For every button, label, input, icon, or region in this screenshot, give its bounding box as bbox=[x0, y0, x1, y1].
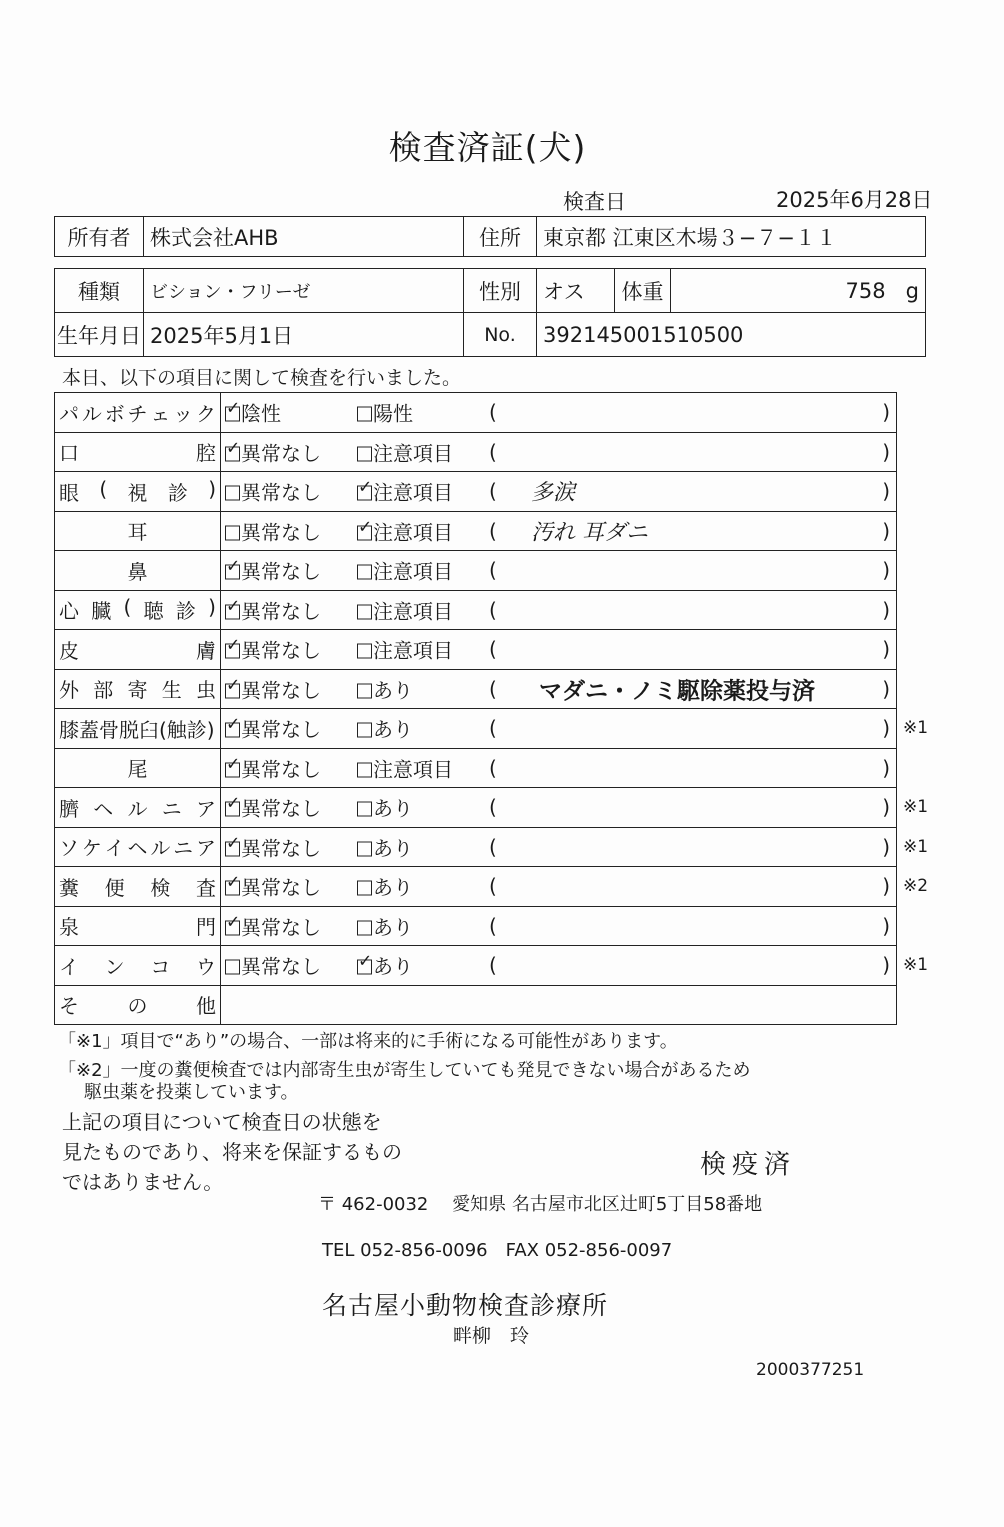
checkbox-icon[interactable] bbox=[357, 446, 372, 461]
option-abnormal[interactable] bbox=[357, 516, 453, 545]
label-char: そ bbox=[59, 994, 79, 1019]
other-item bbox=[55, 985, 221, 1025]
option-label: 注意項目 bbox=[373, 559, 453, 584]
inspection-date-label: 検査日 bbox=[563, 190, 626, 214]
label-char: 診 bbox=[175, 599, 196, 624]
reference-mark: ※1 bbox=[903, 797, 929, 817]
breed-value: ビション・フリーゼ bbox=[144, 269, 464, 313]
label-char: 口 bbox=[59, 441, 79, 466]
check-row bbox=[55, 472, 897, 512]
owner-value: 株式会社AHB bbox=[144, 217, 464, 257]
check-item-label bbox=[59, 556, 216, 585]
check-item bbox=[55, 946, 221, 986]
label-char: ェ bbox=[150, 401, 171, 426]
open-paren: ( bbox=[489, 874, 497, 899]
option-abnormal[interactable] bbox=[357, 398, 413, 427]
check-row bbox=[55, 551, 897, 591]
option-abnormal[interactable] bbox=[357, 595, 453, 624]
checkbox-icon[interactable] bbox=[225, 644, 240, 659]
label-char: ニ bbox=[161, 796, 182, 821]
option-label: 異常なし bbox=[241, 757, 321, 782]
option-abnormal[interactable] bbox=[357, 911, 413, 940]
close-paren: ) bbox=[882, 755, 890, 780]
check-item bbox=[55, 432, 221, 472]
option-label: 異常なし bbox=[241, 559, 321, 584]
close-paren: ) bbox=[882, 874, 890, 899]
label-char: 聴 bbox=[143, 599, 164, 624]
option-abnormal[interactable] bbox=[357, 556, 453, 585]
close-paren: ) bbox=[882, 953, 890, 978]
owner-label: 所有者 bbox=[55, 217, 144, 257]
label-char: 糞 bbox=[59, 875, 79, 900]
open-paren: ( bbox=[489, 676, 497, 701]
checkbox-icon[interactable] bbox=[225, 960, 240, 975]
check-item bbox=[55, 788, 221, 828]
label-char: パ bbox=[59, 401, 79, 426]
label-char: 心 bbox=[59, 599, 79, 624]
sex-value: オス bbox=[537, 269, 615, 313]
close-paren: ) bbox=[882, 400, 890, 425]
option-label: あり bbox=[373, 678, 413, 703]
reference-mark: ※1 bbox=[903, 955, 929, 975]
option-label: 異常なし bbox=[241, 875, 321, 900]
check-row bbox=[55, 630, 897, 670]
option-label: あり bbox=[373, 954, 413, 979]
label-char: イ bbox=[59, 954, 79, 979]
option-normal[interactable] bbox=[225, 595, 321, 624]
check-item-label bbox=[59, 674, 216, 703]
check-item-label bbox=[59, 477, 216, 506]
option-label: 異常なし bbox=[241, 678, 321, 703]
option-normal[interactable] bbox=[225, 714, 321, 743]
option-label: 注意項目 bbox=[373, 520, 453, 545]
option-normal[interactable] bbox=[225, 516, 321, 545]
option-abnormal[interactable] bbox=[357, 437, 453, 466]
option-label: あり bbox=[373, 875, 413, 900]
label-char: ル bbox=[127, 796, 148, 821]
checks-table bbox=[54, 392, 897, 1025]
label-char: 視 bbox=[127, 480, 148, 505]
weight-cell bbox=[671, 269, 926, 313]
close-paren: ) bbox=[882, 439, 890, 464]
option-normal[interactable] bbox=[225, 753, 321, 782]
open-paren: ( bbox=[489, 400, 497, 425]
check-options bbox=[221, 551, 897, 591]
label-char: 臍 bbox=[59, 796, 79, 821]
option-label: 異常なし bbox=[241, 717, 321, 742]
check-options bbox=[221, 669, 897, 709]
checkbox-icon[interactable] bbox=[225, 881, 240, 896]
close-paren: ) bbox=[882, 834, 890, 859]
label-char: 外 bbox=[59, 678, 79, 703]
reference-mark: ※2 bbox=[903, 876, 929, 896]
option-label: 異常なし bbox=[241, 796, 321, 821]
option-label: あり bbox=[373, 915, 413, 940]
option-normal[interactable] bbox=[225, 398, 281, 427]
footnote-2-cont: 駆虫薬を投薬しています。 bbox=[84, 1082, 299, 1103]
option-abnormal[interactable] bbox=[357, 477, 453, 506]
check-item-label bbox=[59, 753, 216, 782]
close-paren: ) bbox=[882, 913, 890, 938]
open-paren: ( bbox=[489, 439, 497, 464]
checkbox-icon[interactable] bbox=[225, 762, 240, 777]
label-char: ヘ bbox=[93, 796, 114, 821]
weight-value: 758 bbox=[845, 278, 886, 303]
check-item-label bbox=[59, 398, 216, 427]
check-options bbox=[221, 472, 897, 512]
checkbox-icon[interactable] bbox=[225, 841, 240, 856]
open-paren: ( bbox=[489, 479, 497, 504]
close-paren: ) bbox=[882, 479, 890, 504]
open-paren: ( bbox=[489, 637, 497, 662]
checkbox-icon[interactable] bbox=[357, 960, 372, 975]
checkbox-icon[interactable] bbox=[225, 407, 240, 422]
label-char: ケ bbox=[81, 836, 102, 861]
weight-unit: g bbox=[905, 278, 919, 303]
check-item bbox=[55, 590, 221, 630]
option-label: 注意項目 bbox=[373, 441, 453, 466]
check-item-label bbox=[59, 516, 216, 545]
label-char: 寄 bbox=[127, 678, 148, 703]
option-label: 異常なし bbox=[241, 599, 321, 624]
close-paren: ) bbox=[882, 676, 890, 701]
option-abnormal[interactable] bbox=[357, 753, 453, 782]
label-char: コ bbox=[150, 954, 171, 979]
label-char: ッ bbox=[173, 401, 194, 426]
option-abnormal[interactable] bbox=[357, 714, 413, 743]
open-paren: ( bbox=[489, 834, 497, 859]
check-row bbox=[55, 511, 897, 551]
close-paren: ) bbox=[882, 637, 890, 662]
check-item-label bbox=[59, 635, 216, 664]
label-char: ソ bbox=[59, 836, 79, 861]
label-char: 診 bbox=[167, 480, 188, 505]
label-char: 尾 bbox=[127, 757, 148, 782]
option-normal[interactable] bbox=[225, 793, 321, 822]
check-item bbox=[55, 551, 221, 591]
label-char: ( bbox=[123, 595, 132, 620]
check-item bbox=[55, 472, 221, 512]
document-title: 検査済証(犬) bbox=[388, 128, 587, 167]
owner-table bbox=[54, 216, 926, 257]
label-char: 虫 bbox=[196, 678, 216, 703]
option-label: 陰性 bbox=[241, 401, 281, 426]
birth-label: 生年月日 bbox=[55, 313, 144, 357]
checkbox-icon[interactable] bbox=[225, 565, 240, 580]
option-normal[interactable] bbox=[225, 635, 321, 664]
label-char: ク bbox=[195, 401, 216, 426]
checkbox-icon[interactable] bbox=[357, 683, 372, 698]
option-abnormal[interactable] bbox=[357, 635, 453, 664]
label-char: 検 bbox=[150, 875, 171, 900]
option-normal[interactable] bbox=[225, 477, 321, 506]
label-char: ル bbox=[150, 836, 171, 861]
close-paren: ) bbox=[882, 597, 890, 622]
address-label: 住所 bbox=[464, 217, 537, 257]
option-normal[interactable] bbox=[225, 911, 321, 940]
check-item-label bbox=[59, 951, 216, 980]
close-paren: ) bbox=[882, 795, 890, 820]
checkbox-icon[interactable] bbox=[357, 841, 372, 856]
other-label bbox=[59, 990, 216, 1019]
birth-value: 2025年5月1日 bbox=[144, 313, 464, 357]
checkbox-icon[interactable] bbox=[357, 723, 372, 738]
close-paren: ) bbox=[882, 558, 890, 583]
open-paren: ( bbox=[489, 597, 497, 622]
checkbox-icon[interactable] bbox=[357, 407, 372, 422]
option-normal[interactable] bbox=[225, 951, 321, 980]
no-value: 392145001510500 bbox=[537, 313, 926, 357]
option-label: 異常なし bbox=[241, 836, 321, 861]
option-abnormal[interactable] bbox=[357, 951, 413, 980]
check-row bbox=[55, 590, 897, 630]
close-paren: ) bbox=[882, 716, 890, 741]
weight-label: 体重 bbox=[615, 269, 671, 313]
option-normal[interactable] bbox=[225, 832, 321, 861]
open-paren: ( bbox=[489, 518, 497, 543]
option-abnormal[interactable] bbox=[357, 793, 413, 822]
option-normal[interactable] bbox=[225, 437, 321, 466]
check-options bbox=[221, 590, 897, 630]
label-char: 臓 bbox=[91, 599, 112, 624]
label-char: 他 bbox=[196, 994, 216, 1019]
check-row bbox=[55, 906, 897, 946]
check-item bbox=[55, 827, 221, 867]
checkbox-icon[interactable] bbox=[357, 920, 372, 935]
label-char: ウ bbox=[195, 954, 216, 979]
option-label: 異常なし bbox=[241, 638, 321, 663]
check-options bbox=[221, 867, 897, 907]
checkbox-icon[interactable] bbox=[357, 486, 372, 501]
checkbox-icon[interactable] bbox=[357, 644, 372, 659]
open-paren: ( bbox=[489, 716, 497, 741]
check-row bbox=[55, 669, 897, 709]
address-value: 東京都 江東区木場３−７−１１ bbox=[537, 217, 926, 257]
footnote-1: 「※1」項目で“あり”の場合、一部は将来的に手術になる可能性があります。 bbox=[58, 1031, 678, 1052]
checkbox-icon[interactable] bbox=[357, 881, 372, 896]
option-label: 注意項目 bbox=[373, 480, 453, 505]
label-char: 部 bbox=[93, 678, 114, 703]
inspection-date: 2025年6月28日 bbox=[776, 188, 933, 212]
option-label: 異常なし bbox=[241, 520, 321, 545]
quarantine-stamp: 検疫済 bbox=[700, 1150, 797, 1180]
check-item bbox=[55, 669, 221, 709]
label-char: ヘ bbox=[127, 836, 148, 861]
clinic-phone: TEL 052-856-0096 FAX 052-856-0097 bbox=[322, 1240, 673, 1261]
checkbox-icon[interactable] bbox=[225, 723, 240, 738]
check-row bbox=[55, 788, 897, 828]
veterinarian-name: 畔柳 玲 bbox=[453, 1325, 530, 1347]
label-char: 鼻 bbox=[127, 559, 148, 584]
handwritten-note: 多涙 bbox=[531, 480, 576, 506]
checkbox-icon[interactable] bbox=[225, 683, 240, 698]
checkbox-icon[interactable] bbox=[357, 802, 372, 817]
option-abnormal[interactable] bbox=[357, 674, 413, 703]
checkbox-icon[interactable] bbox=[225, 446, 240, 461]
check-options bbox=[221, 827, 897, 867]
check-row bbox=[55, 946, 897, 986]
check-note: マダニ・ノミ駆除薬投与済 bbox=[539, 678, 815, 705]
label-char: ニ bbox=[173, 836, 194, 861]
option-label: あり bbox=[373, 796, 413, 821]
label-char: ( bbox=[99, 476, 108, 501]
label-char: 査 bbox=[195, 875, 216, 900]
open-paren: ( bbox=[489, 913, 497, 938]
check-options bbox=[221, 630, 897, 670]
option-label: 異常なし bbox=[241, 441, 321, 466]
option-normal[interactable] bbox=[225, 556, 321, 585]
label-char: の bbox=[127, 994, 148, 1019]
option-label: 陽性 bbox=[373, 401, 413, 426]
label-char: 眼 bbox=[59, 480, 79, 505]
check-item bbox=[55, 393, 221, 433]
label-char: ) bbox=[208, 595, 216, 620]
reference-mark: ※1 bbox=[903, 718, 929, 738]
option-label: 異常なし bbox=[241, 480, 321, 505]
reference-mark: ※1 bbox=[903, 836, 929, 857]
check-options bbox=[221, 393, 897, 433]
check-options bbox=[221, 906, 897, 946]
open-paren: ( bbox=[489, 795, 497, 820]
option-label: 異常なし bbox=[241, 954, 321, 979]
label-char: 腔 bbox=[196, 441, 216, 466]
checkbox-icon[interactable] bbox=[357, 604, 372, 619]
option-label: 注意項目 bbox=[373, 757, 453, 782]
sex-label: 性別 bbox=[464, 269, 537, 313]
label-char: 生 bbox=[161, 678, 182, 703]
check-item-label bbox=[59, 911, 216, 940]
check-row bbox=[55, 748, 897, 788]
label-char: 泉 bbox=[59, 915, 79, 940]
open-paren: ( bbox=[489, 953, 497, 978]
label-char: 皮 bbox=[59, 638, 79, 663]
label-char: ボ bbox=[104, 401, 125, 426]
label-char: ン bbox=[104, 954, 125, 979]
check-options bbox=[221, 709, 897, 749]
option-label: 注意項目 bbox=[373, 638, 453, 663]
check-row bbox=[55, 827, 897, 867]
label-char: イ bbox=[104, 836, 125, 861]
checkbox-icon[interactable] bbox=[225, 920, 240, 935]
check-item-label: 膝蓋骨脱臼(触診) bbox=[59, 717, 215, 742]
label-char: 門 bbox=[196, 915, 216, 940]
check-row bbox=[55, 432, 897, 472]
label-char: ル bbox=[81, 401, 102, 426]
check-row bbox=[55, 393, 897, 433]
footnote-2: 「※2」一度の糞便検査では内部寄生虫が寄生していても発見できない場合があるため bbox=[58, 1060, 751, 1081]
handwritten-note: 汚れ 耳ダニ bbox=[531, 520, 648, 546]
animal-table bbox=[54, 268, 926, 357]
disclaimer bbox=[62, 1107, 402, 1197]
check-options bbox=[221, 748, 897, 788]
option-abnormal[interactable] bbox=[357, 832, 413, 861]
option-label: 異常なし bbox=[241, 915, 321, 940]
open-paren: ( bbox=[489, 755, 497, 780]
check-item bbox=[55, 867, 221, 907]
disclaimer-line: ではありません。 bbox=[62, 1170, 224, 1194]
check-item bbox=[55, 709, 221, 749]
check-options bbox=[221, 946, 897, 986]
serial-number: 2000377251 bbox=[756, 1360, 865, 1380]
checkbox-icon[interactable] bbox=[357, 762, 372, 777]
clinic-address: 〒 462-0032 愛知県 名古屋市北区辻町5丁目58番地 bbox=[318, 1194, 763, 1215]
checkbox-icon[interactable] bbox=[225, 486, 240, 501]
check-options bbox=[221, 432, 897, 472]
check-options bbox=[221, 788, 897, 828]
option-label: 注意項目 bbox=[373, 599, 453, 624]
option-label: あり bbox=[373, 836, 413, 861]
check-row bbox=[55, 867, 897, 907]
close-paren: ) bbox=[882, 518, 890, 543]
check-item-label bbox=[59, 437, 216, 466]
breed-label: 種類 bbox=[55, 269, 144, 313]
intro-text: 本日、以下の項目に関して検査を行いました。 bbox=[62, 367, 462, 389]
label-char: 便 bbox=[104, 875, 125, 900]
other-row bbox=[55, 985, 897, 1025]
checkbox-icon[interactable] bbox=[225, 604, 240, 619]
checkbox-icon[interactable] bbox=[225, 802, 240, 817]
checkbox-icon[interactable] bbox=[357, 525, 372, 540]
checkbox-icon[interactable] bbox=[225, 525, 240, 540]
check-item-label bbox=[59, 872, 216, 901]
check-item bbox=[55, 511, 221, 551]
check-options bbox=[221, 511, 897, 551]
check-row bbox=[55, 709, 897, 749]
option-normal[interactable] bbox=[225, 872, 321, 901]
label-char: ア bbox=[196, 796, 216, 821]
label-char: 膚 bbox=[196, 638, 216, 663]
option-normal[interactable] bbox=[225, 674, 321, 703]
checkbox-icon[interactable] bbox=[357, 565, 372, 580]
label-char: ア bbox=[195, 836, 216, 861]
label-char: チ bbox=[127, 401, 148, 426]
check-item bbox=[55, 748, 221, 788]
check-item-label bbox=[59, 793, 216, 822]
disclaimer-line: 上記の項目について検査日の状態を bbox=[62, 1110, 382, 1134]
no-label: No. bbox=[464, 313, 537, 357]
disclaimer-line: 見たものであり、将来を保証するもの bbox=[62, 1140, 402, 1164]
option-abnormal[interactable] bbox=[357, 872, 413, 901]
option-label: あり bbox=[373, 717, 413, 742]
open-paren: ( bbox=[489, 558, 497, 583]
check-item bbox=[55, 906, 221, 946]
check-item-label bbox=[59, 595, 216, 624]
label-char: ) bbox=[208, 476, 216, 501]
check-item bbox=[55, 630, 221, 670]
other-value[interactable] bbox=[221, 985, 897, 1025]
clinic-name: 名古屋小動物検査診療所 bbox=[322, 1291, 609, 1320]
check-item-label bbox=[59, 832, 216, 861]
label-char: 耳 bbox=[127, 520, 148, 545]
